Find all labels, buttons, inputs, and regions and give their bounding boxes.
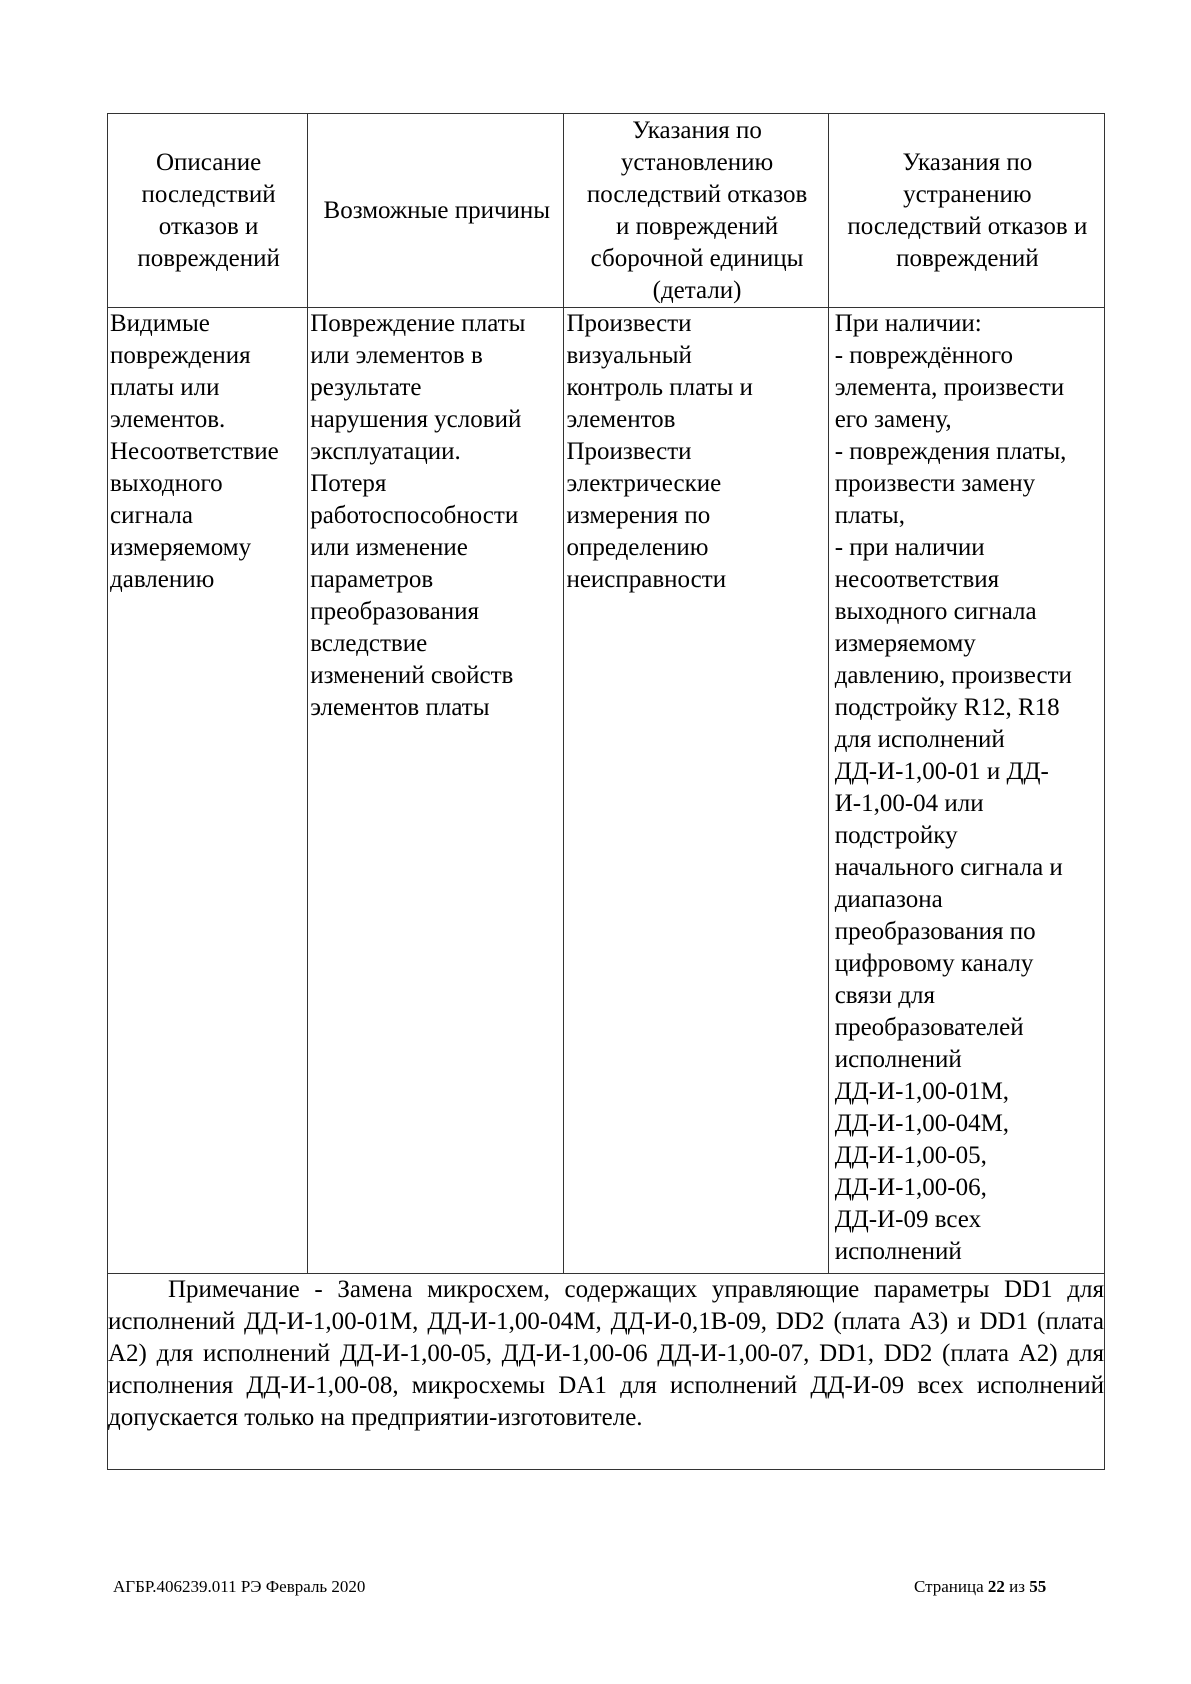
header-causes: Возможные причины bbox=[308, 114, 564, 308]
footer-page-number bbox=[914, 1577, 1046, 1597]
table-note-row bbox=[108, 1274, 1105, 1470]
page-current: 22 bbox=[987, 1577, 1005, 1596]
cell-description: Видимые повреждения платы или элементов. Несоответствие выходного сигнала измеряемому давлению bbox=[108, 308, 308, 1274]
header-remedy: Указания по устранению последствий отказов и повреждений bbox=[828, 114, 1104, 308]
table-row bbox=[108, 308, 1105, 1274]
page-prefix: Страница bbox=[914, 1577, 984, 1596]
header-description: Описание последствий отказов и повреждений bbox=[108, 114, 308, 308]
troubleshooting-table bbox=[107, 113, 1105, 1470]
header-detection: Указания по установлению последствий отказов и повреждений сборочной единицы (детали) bbox=[564, 114, 828, 308]
table-header-row bbox=[108, 114, 1105, 308]
cell-causes: Повреждение платы или элементов в результате нарушения условий эксплуатации. Потеря работоспособности или изменение параметров преобразования вследствие изменений свойств элементов платы bbox=[308, 308, 564, 1274]
page-total: 55 bbox=[1029, 1577, 1047, 1596]
note-text: Примечание - Замена микросхем, содержащих управляющие параметры DD1 для исполнений ДД-И-1,00-01М, ДД-И-1,00-04М, ДД-И-0,1В-09, DD2 (плата А3) и DD1 (плата А2) для исполнений ДД-И-1,00-05, ДД-И-1,00-06 ДД-И-1,00-07, DD1, DD2 (плата А2) для исполнения ДД-И-1,00-08, микросхемы DA1 для исполнений ДД-И-09 всех исполнений допускается только на предприятии-изготовителе. bbox=[108, 1276, 1104, 1431]
footer-doc-id: АГБР.406239.011 РЭ Февраль 2020 bbox=[113, 1577, 366, 1596]
page-sep: из bbox=[1009, 1577, 1025, 1596]
cell-remedy: При наличии: - повреждённого элемента, произвести его замену, - повреждения платы, произвести замену платы, - при наличии несоответствия выходного сигнала измеряемому давлению, произвести подстройку R12, R18 для исполнений ДД-И-1,00-01 и ДД- И-1,00-04 или подстройку начального сигнала и диапазона преобразования по цифровому каналу связи для преобразователей исполнений ДД-И-1,00-01М, ДД-И-1,00-04М, ДД-И-1,00-05, ДД-И-1,00-06, ДД-И-09 всех исполнений bbox=[828, 308, 1104, 1274]
table-note bbox=[108, 1274, 1105, 1470]
cell-detection: Произвести визуальный контроль платы и элементов Произвести электрические измерения по определению неисправности bbox=[564, 308, 828, 1274]
